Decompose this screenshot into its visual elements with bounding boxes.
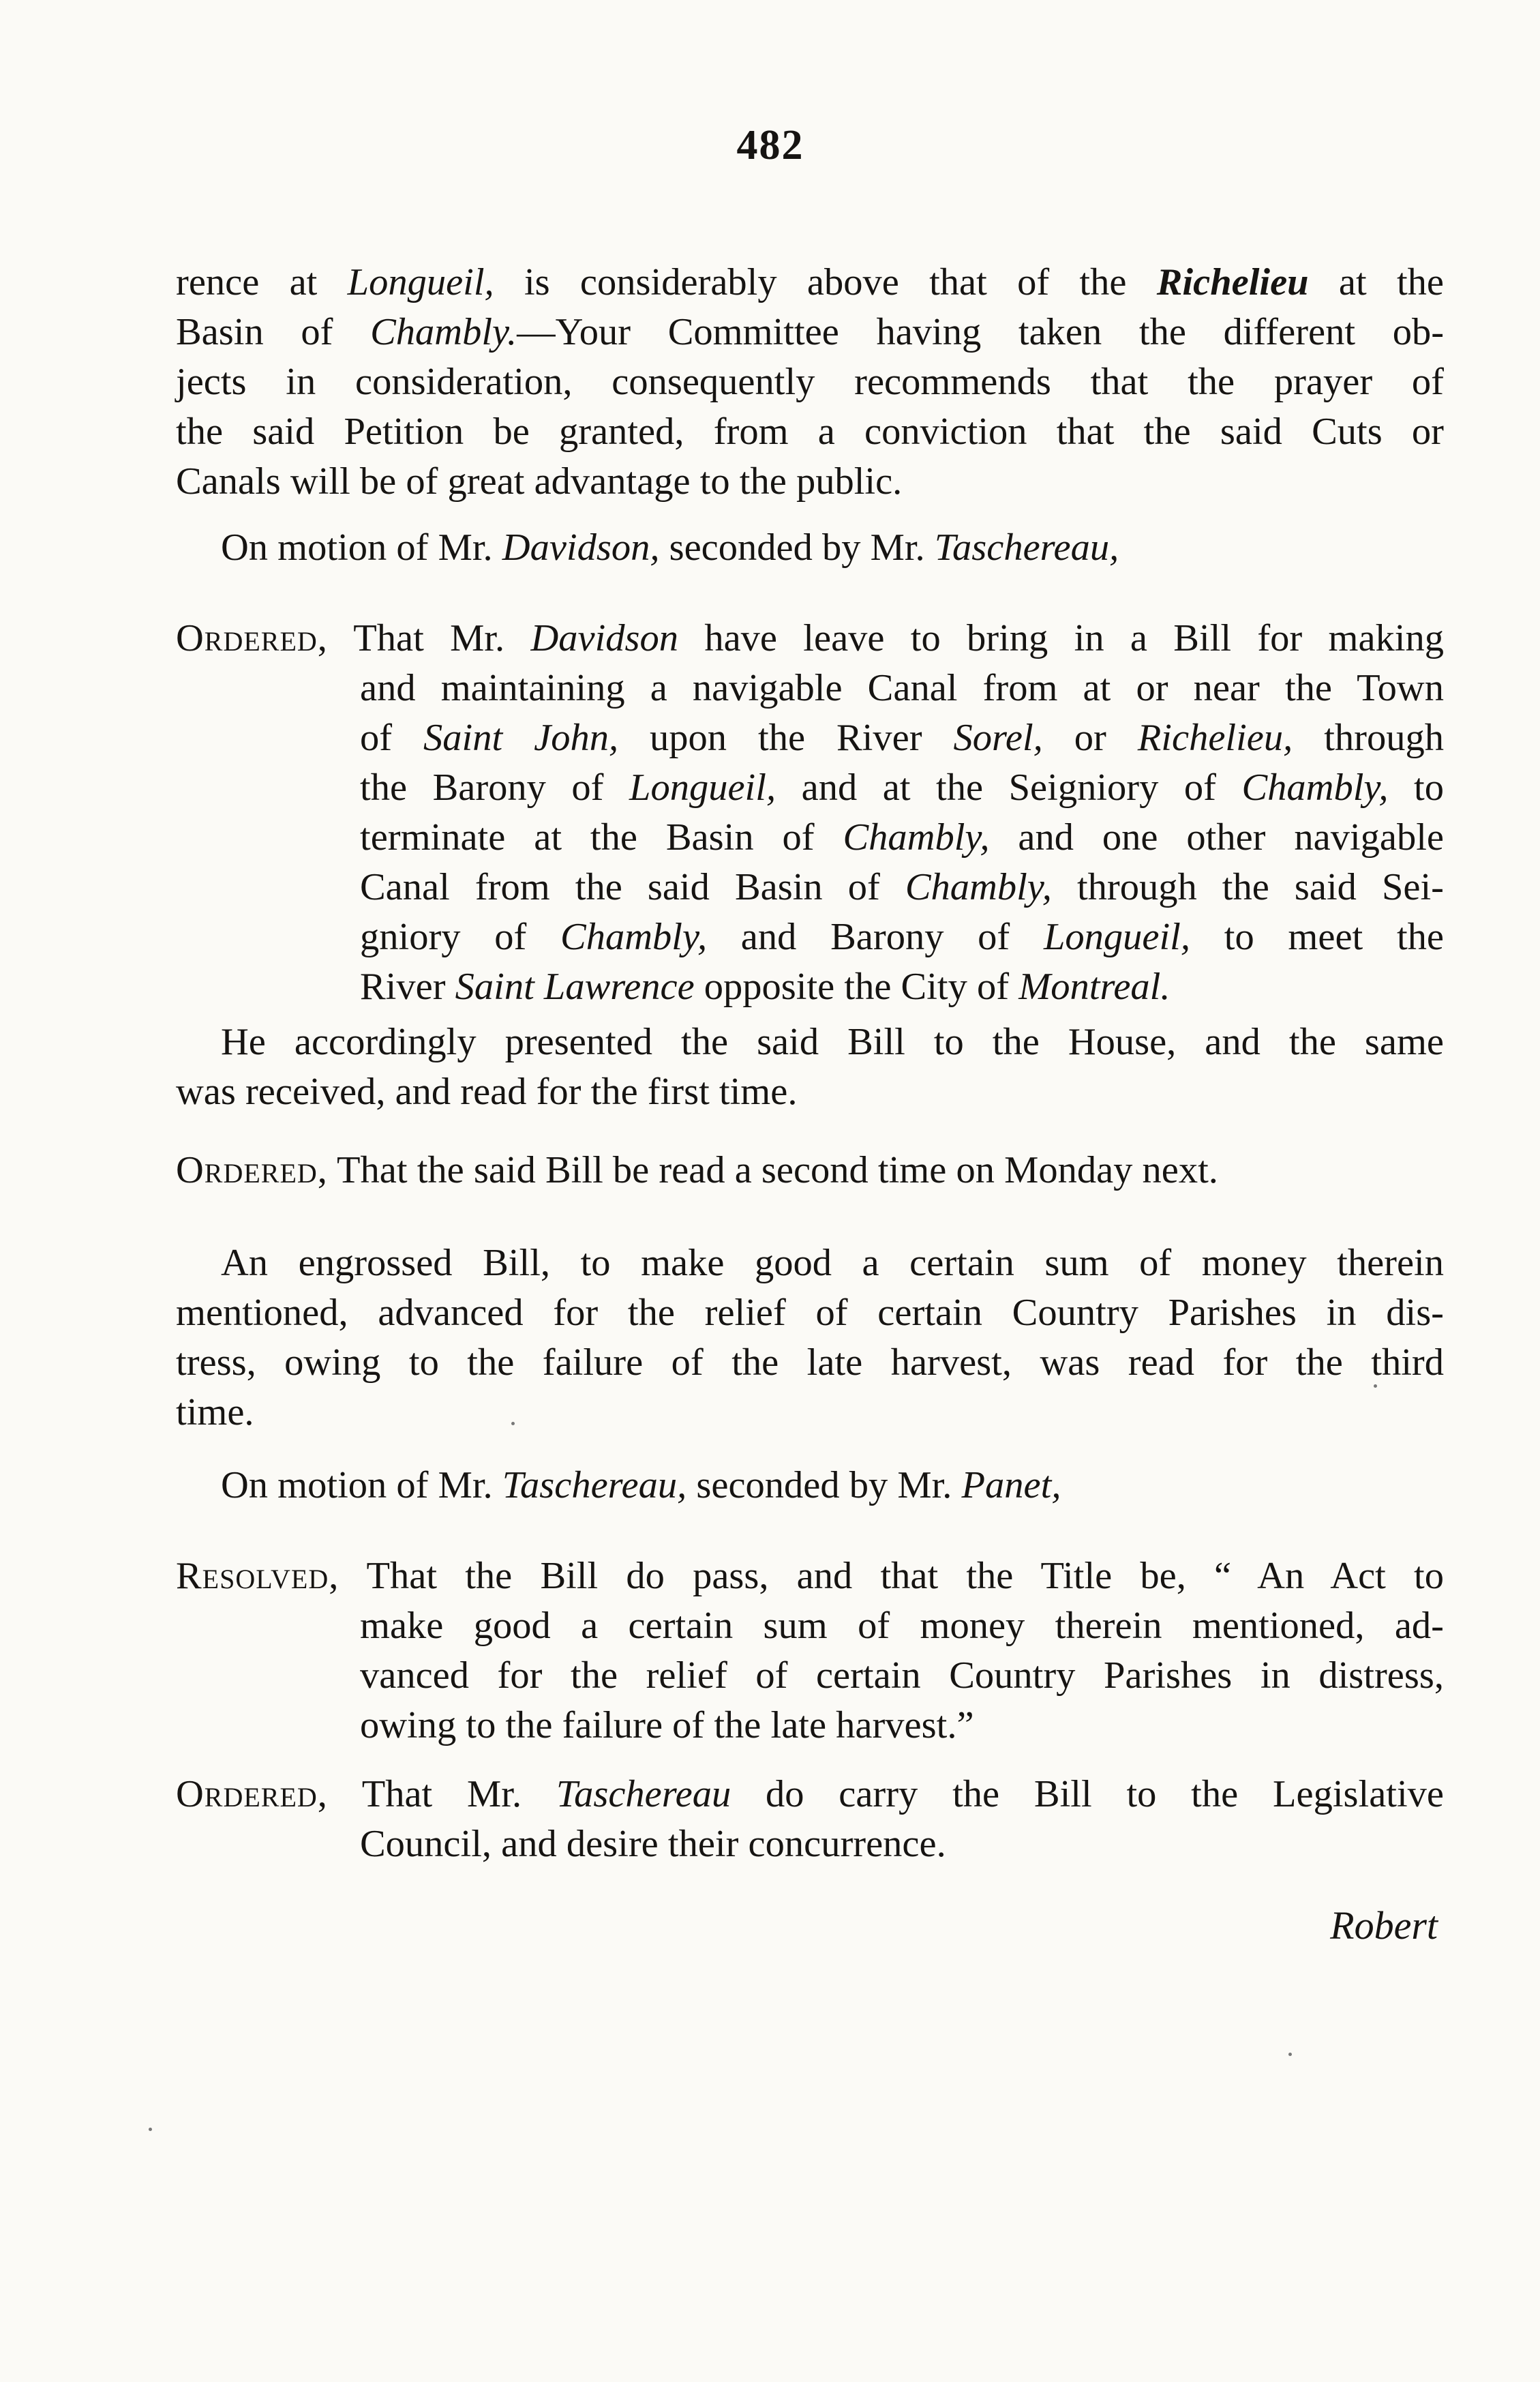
text-line: gniory of Chambly, and Barony of Longueil, to meet the bbox=[360, 916, 1444, 958]
print-speck bbox=[1288, 2053, 1292, 2056]
ordered-label: Ordered, bbox=[176, 1149, 328, 1191]
text-line: jects in consideration, consequently recommends that the prayer of bbox=[176, 361, 1444, 403]
text-line: tress, owing to the failure of the late harvest, was read for the third bbox=[176, 1341, 1444, 1384]
text-line: terminate at the Basin of Chambly, and one other navigable bbox=[360, 816, 1444, 859]
text-line: He accordingly presented the said Bill to the House, and the same bbox=[221, 1021, 1444, 1063]
mover-name: Taschereau, bbox=[502, 1464, 687, 1506]
mover-name: Davidson, bbox=[502, 526, 660, 569]
paragraph-ordered-second-reading bbox=[176, 1146, 1444, 1195]
text-line: Basin of Chambly.—Your Committee having taken the different ob- bbox=[176, 311, 1445, 353]
paragraph-engrossed-bill bbox=[176, 1238, 1444, 1438]
print-speck bbox=[149, 2128, 152, 2131]
text-line: An engrossed Bill, to make good a certain sum of money therein bbox=[221, 1242, 1444, 1284]
ordered-label: Ordered, bbox=[176, 617, 328, 659]
seconder-name: Taschereau, bbox=[934, 526, 1119, 569]
paragraph-ordered-davidson-bill bbox=[176, 614, 1444, 1012]
text-line: Ordered, That Mr. Taschereau do carry the Bill to the Legislative bbox=[176, 1773, 1444, 1815]
text-line: owing to the failure of the late harvest.” bbox=[360, 1704, 974, 1746]
text-line: the said Petition be granted, from a conviction that the said Cuts or bbox=[176, 411, 1444, 453]
ordered-label: Ordered, bbox=[176, 1773, 328, 1815]
paragraph-committee-report bbox=[176, 258, 1444, 507]
resolved-label: Resolved, bbox=[176, 1555, 339, 1597]
catchword: Robert bbox=[1330, 1903, 1438, 1948]
text-line: and maintaining a navigable Canal from at or near the Town bbox=[360, 667, 1444, 709]
text-line: Ordered, That the said Bill be read a second time on Monday next. bbox=[176, 1149, 1218, 1191]
paragraph-ordered-carry-bill bbox=[176, 1770, 1444, 1869]
paragraph-motion-taschereau bbox=[176, 1461, 1444, 1510]
text-line: Canals will be of great advantage to the public. bbox=[176, 460, 903, 503]
print-speck bbox=[511, 1422, 515, 1425]
text-line: vanced for the relief of certain Country Parishes in distress, bbox=[360, 1654, 1444, 1697]
text-line: of Saint John, upon the River Sorel, or Richelieu, through bbox=[360, 717, 1444, 759]
text-line: the Barony of Longueil, and at the Seigniory of Chambly, to bbox=[360, 766, 1445, 809]
text-line: On motion of Mr. Davidson, seconded by Mr. Taschereau, bbox=[221, 526, 1119, 569]
paragraph-motion-davidson bbox=[176, 523, 1444, 573]
paragraph-resolved-bill-pass bbox=[176, 1551, 1444, 1751]
text-line: rence at Longueil, is considerably above that of the Richelieu at the bbox=[176, 261, 1444, 303]
text-line: was received, and read for the first time. bbox=[176, 1071, 798, 1113]
seconder-name: Panet, bbox=[961, 1464, 1061, 1506]
text-line: make good a certain sum of money therein mentioned, ad- bbox=[360, 1605, 1444, 1647]
text-line: Canal from the said Basin of Chambly, through the said Sei- bbox=[360, 866, 1444, 908]
text-line: time. bbox=[176, 1391, 254, 1433]
text-line: mentioned, advanced for the relief of certain Country Parishes in dis- bbox=[176, 1292, 1444, 1334]
text-line: On motion of Mr. Taschereau, seconded by Mr. Panet, bbox=[221, 1464, 1061, 1506]
text-line: River Saint Lawrence opposite the City of Montreal. bbox=[360, 966, 1171, 1008]
print-speck bbox=[1374, 1384, 1377, 1388]
paragraph-bill-presented bbox=[176, 1017, 1444, 1117]
text-line: Ordered, That Mr. Davidson have leave to bring in a Bill for making bbox=[176, 617, 1445, 659]
text-line: Resolved, That the Bill do pass, and that the Title be, “ An Act to bbox=[176, 1555, 1444, 1597]
text-line: Council, and desire their concurrence. bbox=[360, 1823, 946, 1865]
page-number: 482 bbox=[736, 122, 804, 168]
